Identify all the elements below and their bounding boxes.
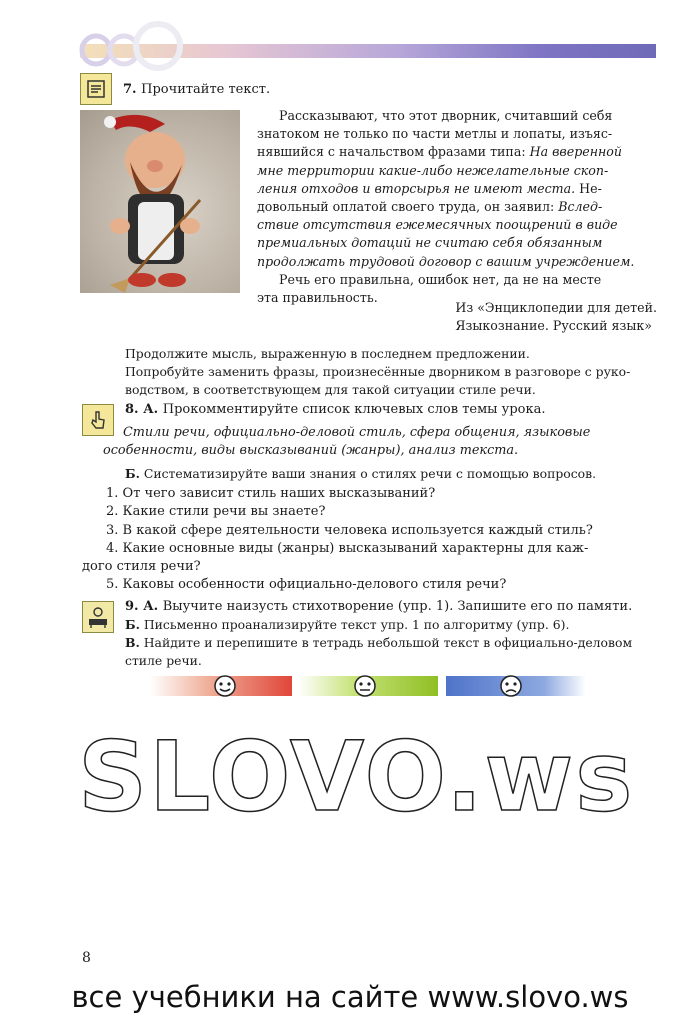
quote-line: мне территории какие-либо нежелательные скоп- xyxy=(257,162,609,178)
assignment-line: Продолжите мысль, выраженную в последнем предложении. xyxy=(125,346,530,361)
quote-line: премиальных дотаций не считаю себя обязанным xyxy=(257,235,603,251)
quote-line: продолжать трудовой договор с вашим учреждением. xyxy=(257,253,635,269)
task-8-title: 8. А. Прокомментируйте список ключевых слов темы урока. xyxy=(125,402,546,417)
slovo-watermark: SLOVO.ws xyxy=(78,721,635,833)
quote-line: ления отходов и вторсырья не имеют места. xyxy=(257,180,576,196)
assignment-line: Попробуйте заменить фразы, произнесённые дворником в разговоре с руко- xyxy=(125,364,631,379)
task-9-a: 9. А. Выучите наизусть стихотворение (упр. 1). Запишите его по памяти. xyxy=(125,599,633,614)
text-line: эта правильность. xyxy=(257,290,378,306)
source-line: Языкознание. Русский язык» xyxy=(455,318,652,333)
task-9-b: Б. Письменно проанализируйте текст упр. 1 по алгоритму (упр. 6). xyxy=(125,617,570,632)
page-number: 8 xyxy=(82,950,91,966)
assignment-line: водством, в соответствующем для такой ситуации стиле речи. xyxy=(125,382,536,397)
decorative-rings-icon xyxy=(76,14,196,74)
task-9 xyxy=(125,598,665,670)
neutral-face-icon xyxy=(352,672,378,698)
text-line: Речь его правильна, ошибок нет, да не на месте xyxy=(279,271,602,287)
keywords-line: Стили речи, официально-деловой стиль, сфера общения, языковые xyxy=(123,425,591,440)
question-item: 3. В какой сфере деятельности человека используется каждый стиль? xyxy=(106,522,593,538)
task-9-c-continued: стиле речи. xyxy=(125,653,202,668)
text-line: нявшийся с начальством фразами типа: xyxy=(257,144,526,160)
source-line: Из «Энциклопедии для детей. xyxy=(455,300,657,315)
question-item: 1. От чего зависит стиль наших высказываний? xyxy=(106,486,436,501)
task-8b: Б. Систематизируйте ваши знания о стилях речи с помощью вопросов. xyxy=(125,466,597,481)
question-item: 5. Каковы особенности официально-делового стиля речи? xyxy=(106,577,507,593)
questions-list xyxy=(82,485,658,595)
task-7-text xyxy=(257,107,655,307)
keywords-line: особенности, виды высказываний (жанры), анализ текста. xyxy=(103,443,519,458)
question-item-continued: дого стиля речи? xyxy=(82,559,201,575)
text-line: знатоком не только по части метлы и лопаты, изъяс- xyxy=(257,126,613,142)
text-fragment: Не- xyxy=(579,180,602,196)
question-item: 4. Какие основные виды (жанры) высказываний характерны для каж- xyxy=(106,540,589,556)
quote-fragment: На вверенной xyxy=(529,144,622,160)
desk-writing-icon xyxy=(82,601,114,633)
sad-face-icon xyxy=(498,672,524,698)
quote-line: ствие отсутствия ежемесячных поощрений в виде xyxy=(257,217,618,233)
task-7-title: 7. Прочитайте текст. xyxy=(123,82,271,97)
task-7-assignment xyxy=(125,345,657,399)
question-item: 2. Какие стили речи вы знаете? xyxy=(106,504,326,520)
source-citation xyxy=(455,299,657,335)
text-line: довольный оплатой своего труда, он заявил: xyxy=(257,199,555,215)
task-9-c: В. Найдите и перепишите в тетрадь небольшой текст в официально-деловом xyxy=(125,635,633,650)
happy-face-icon xyxy=(212,672,238,698)
quote-fragment: Вслед- xyxy=(558,199,603,215)
keywords-list xyxy=(103,424,658,460)
text-line: Рассказывают, что этот дворник, считавший себя xyxy=(279,108,613,123)
reading-icon xyxy=(80,73,112,105)
footer-site-text: все учебники на сайте www.slovo.ws xyxy=(71,980,629,1014)
janitor-doll-photo xyxy=(80,110,240,293)
